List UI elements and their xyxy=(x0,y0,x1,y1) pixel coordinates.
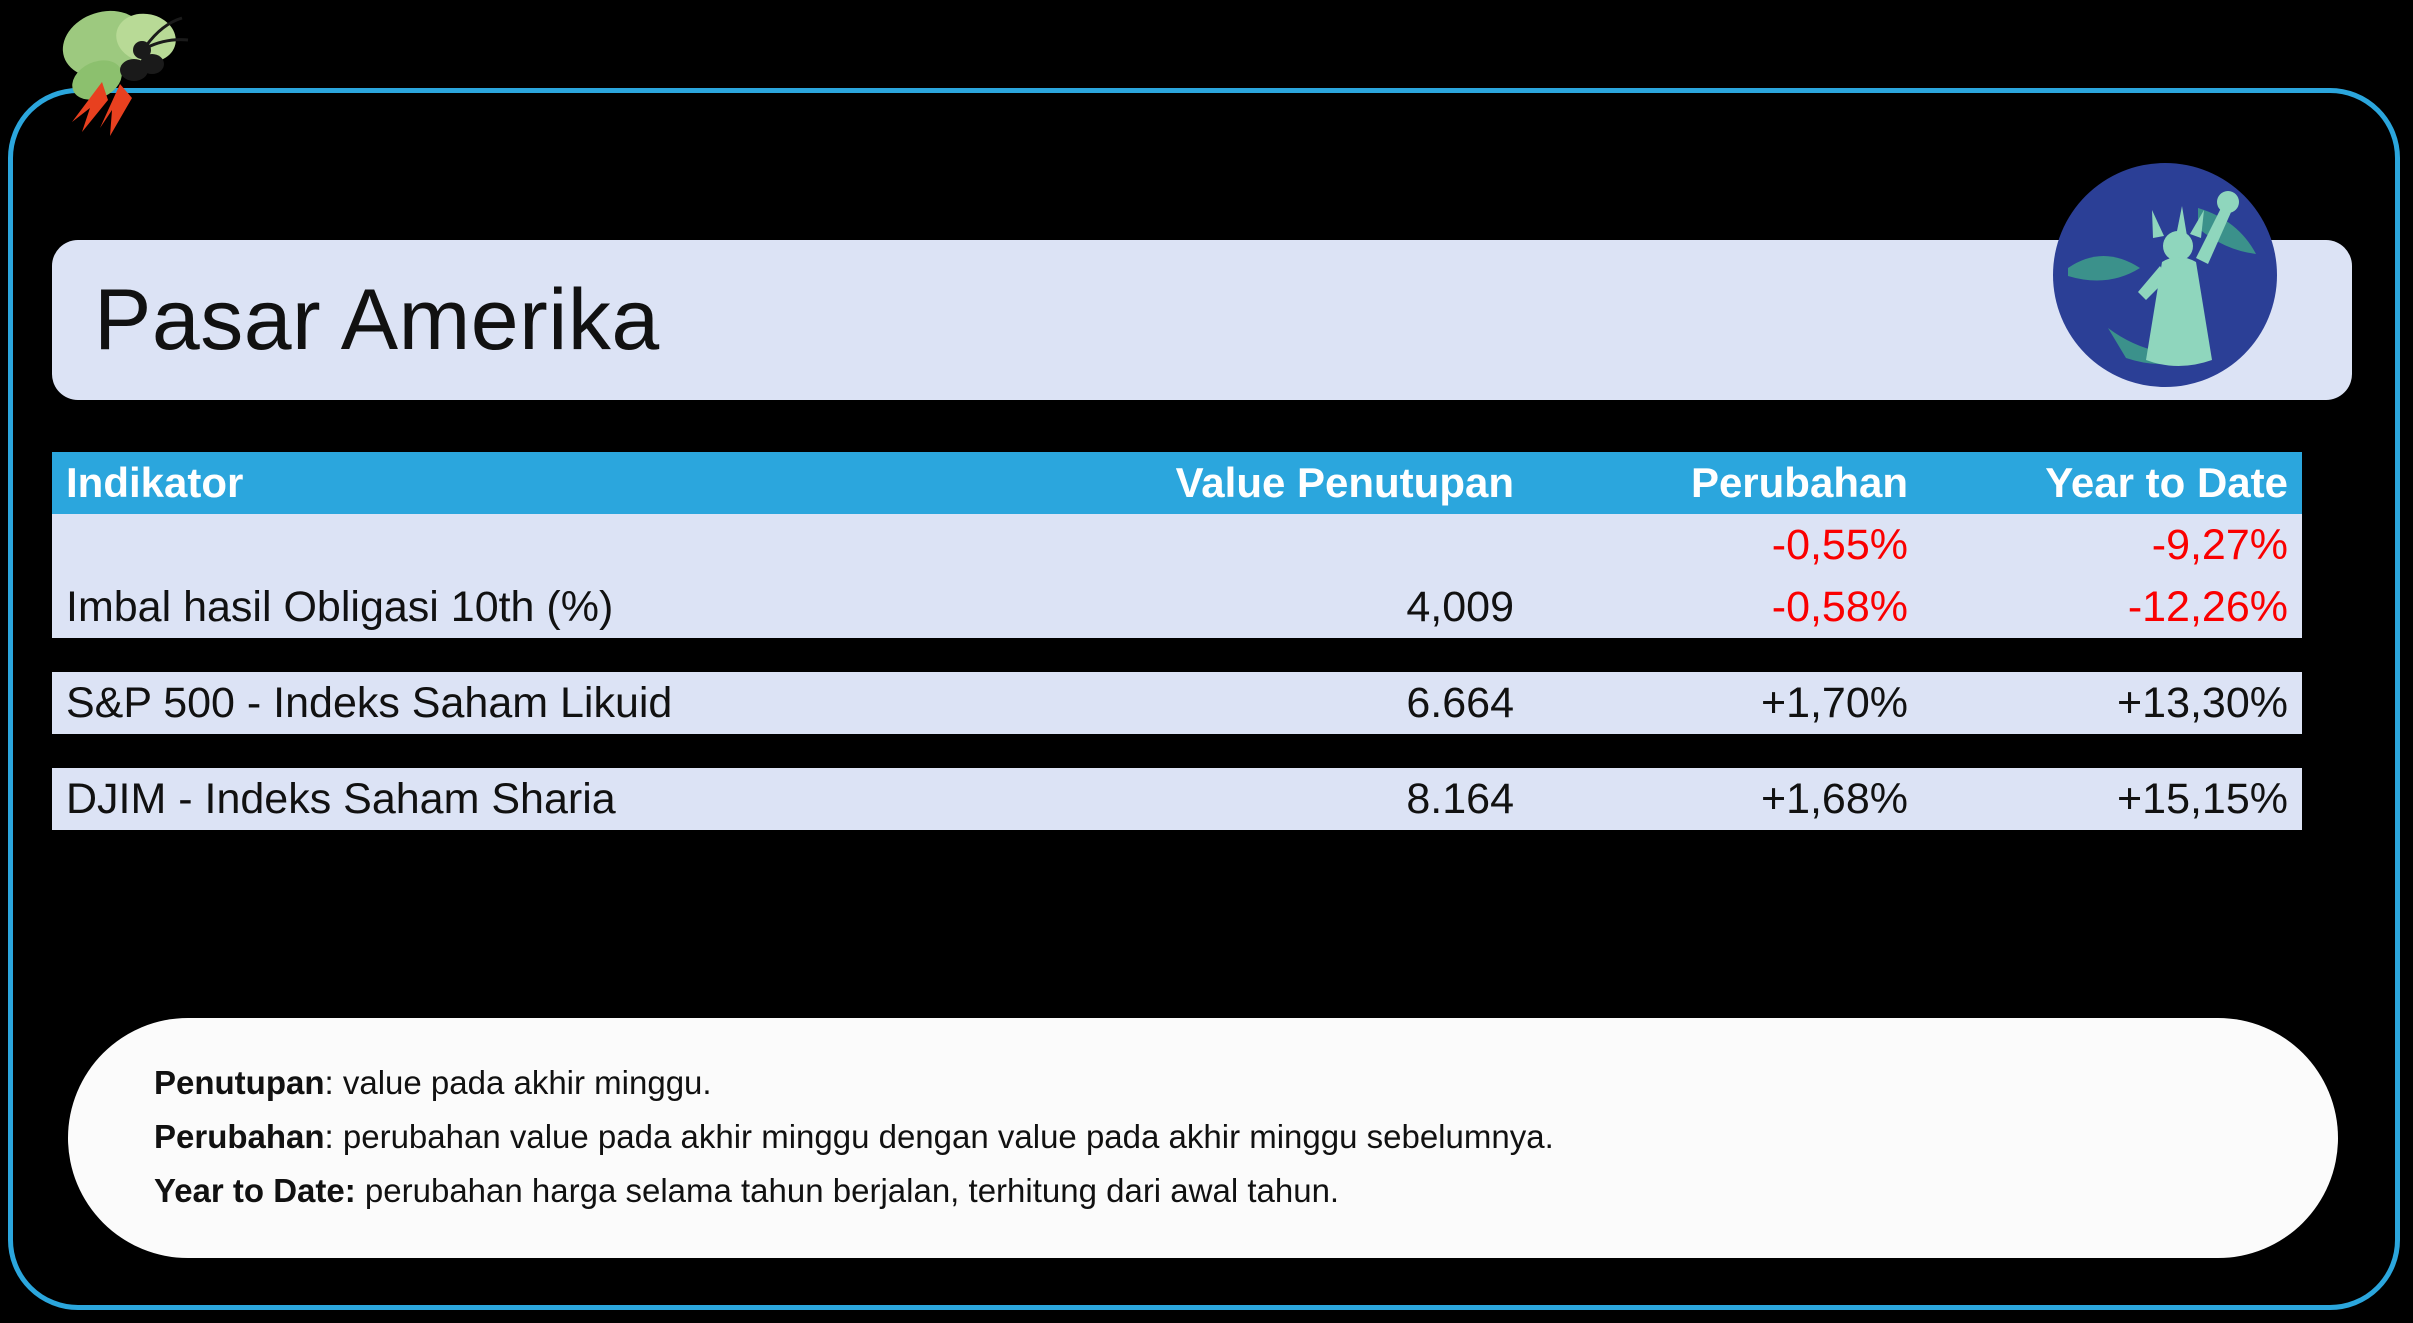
table-row-spacer xyxy=(52,734,2302,768)
cell-change: +1,70% xyxy=(1760,678,1908,727)
market-table xyxy=(52,452,2302,830)
footnote-line-3 xyxy=(154,1170,2338,1212)
header-change: Perubahan xyxy=(1690,459,1908,506)
cell-value: 4,009 xyxy=(1406,582,1514,631)
cell-indicator: Imbal hasil Obligasi 10th (%) xyxy=(66,582,614,631)
cell-indicator: DJIM - Indeks Saham Sharia xyxy=(66,774,616,823)
footnote-label-penutupan: Penutupan xyxy=(154,1064,325,1101)
footnote-line-1 xyxy=(154,1062,2338,1104)
header-ytd: Year to Date xyxy=(2045,459,2288,506)
cell-ytd: +15,15% xyxy=(2117,774,2288,823)
table-row xyxy=(52,514,2302,576)
cell-indicator: S&P 500 - Indeks Saham Likuid xyxy=(66,678,673,727)
statue-of-liberty-icon xyxy=(2048,158,2283,393)
page-title: Pasar Amerika xyxy=(94,271,660,368)
cell-change: -0,55% xyxy=(1771,520,1908,569)
footnote-line-2 xyxy=(154,1116,2338,1158)
cell-change: +1,68% xyxy=(1760,774,1908,823)
cell-ytd: -12,26% xyxy=(2127,582,2288,631)
footnote-text-penutupan: : value pada akhir minggu. xyxy=(324,1064,712,1101)
table-row xyxy=(52,672,2302,734)
footnote-label-ytd: Year to Date: xyxy=(154,1172,356,1210)
table-row xyxy=(52,576,2302,638)
footnote-text-ytd: perubahan harga selama tahun berjalan, terhitung dari awal tahun. xyxy=(355,1172,1340,1210)
cell-value: 6.664 xyxy=(1406,678,1514,727)
header-value: Value Penutupan xyxy=(1175,459,1514,506)
cell-ytd: -9,27% xyxy=(2151,520,2288,569)
table-row xyxy=(52,768,2302,830)
footnote-text-perubahan: : perubahan value pada akhir minggu dengan value pada akhir minggu sebelumnya. xyxy=(324,1118,1554,1156)
table-row-spacer xyxy=(52,638,2302,672)
page-title-bar xyxy=(52,240,2352,400)
cell-ytd: +13,30% xyxy=(2117,678,2288,727)
cell-value: 8.164 xyxy=(1406,774,1514,823)
footnote-box xyxy=(68,1018,2338,1258)
cell-change: -0,58% xyxy=(1771,582,1908,631)
header-indicator: Indikator xyxy=(66,459,244,506)
table-header-row xyxy=(52,452,2302,514)
footnote-label-perubahan: Perubahan xyxy=(154,1118,325,1156)
butterfly-icon xyxy=(42,4,222,154)
